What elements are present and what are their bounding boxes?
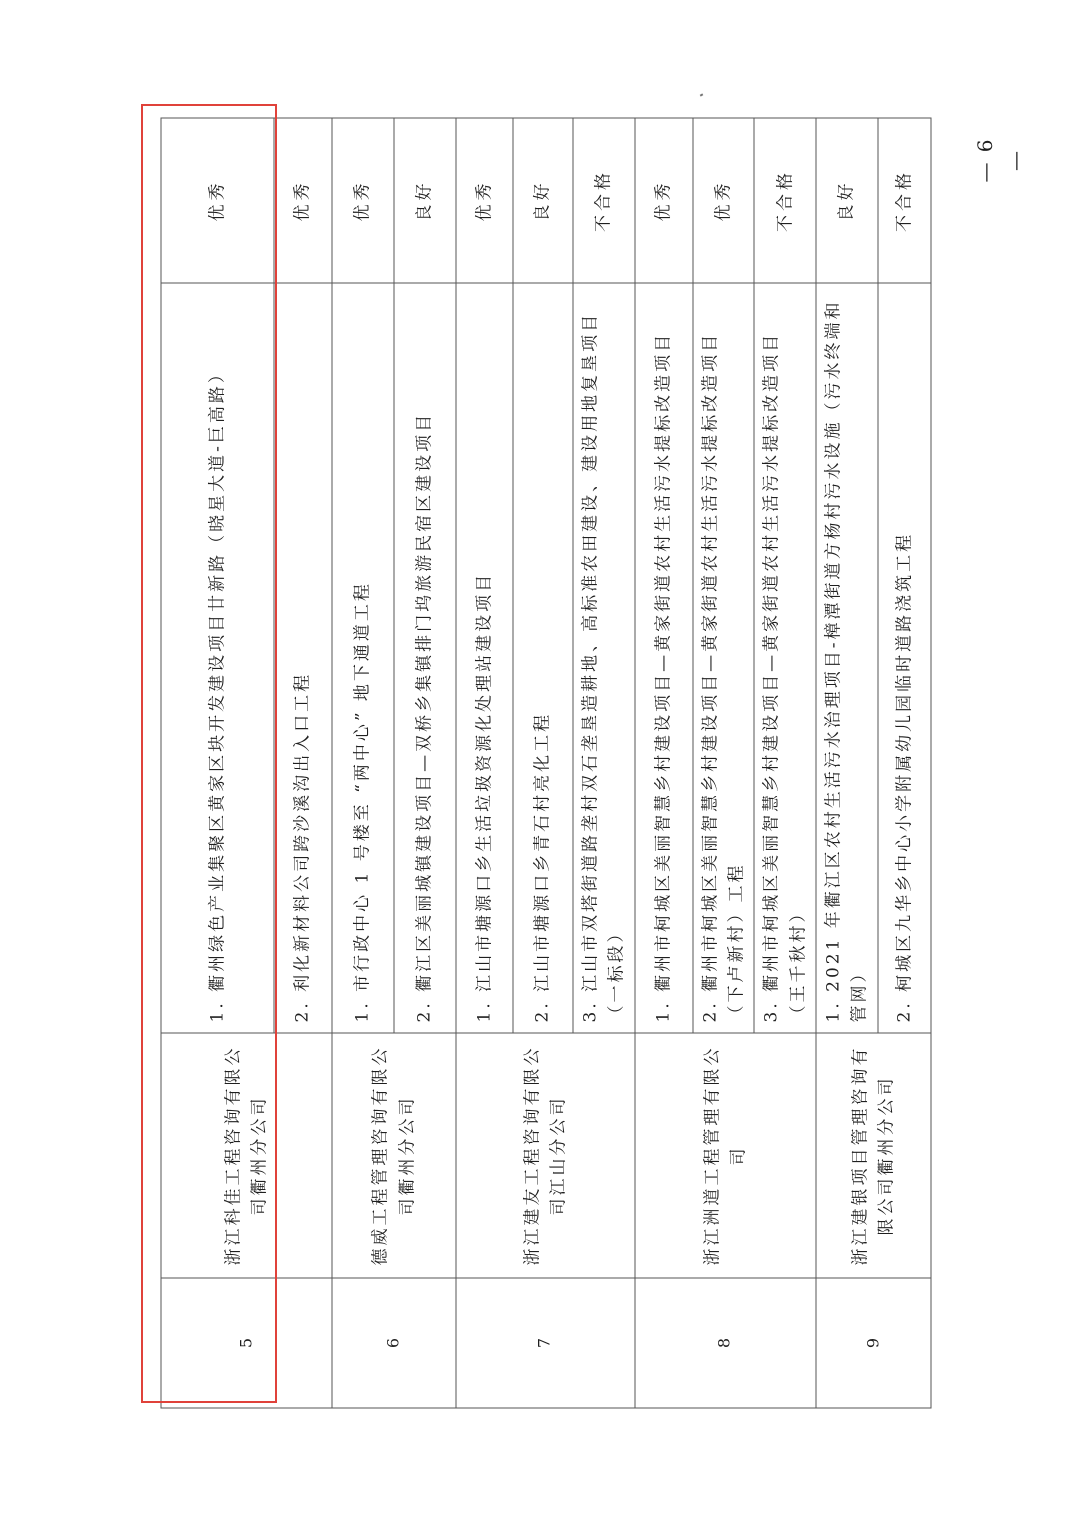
project-name: 3. 衢州市柯城区美丽智慧乡村建设项目—黄家街道农村生活污水提标改造项目（王千秋村） <box>754 283 816 1033</box>
row-number: 9 <box>816 1278 931 1408</box>
grade: 优秀 <box>332 118 394 283</box>
table-row <box>332 118 394 1408</box>
project-name: 2. 衢江区美丽城镇建设项目—双桥乡集镇排门坞旅游民宿区建设项目 <box>394 283 456 1033</box>
grade: 良好 <box>394 118 456 283</box>
unit-name: 浙江洲道工程管理有限公司 <box>635 1033 816 1278</box>
grade: 优秀 <box>274 118 332 283</box>
row-number: 7 <box>456 1278 635 1408</box>
unit-name: 德威工程管理咨询有限公司衢州分公司 <box>332 1033 456 1278</box>
project-name: 2. 利化新材料公司跨沙溪沟出入口工程 <box>274 283 332 1033</box>
grade: 不合格 <box>754 118 816 283</box>
project-name: 1. 衢州绿色产业集聚区黄家区块开发建设项目廿新路（晓星大道-巨高路） <box>161 283 274 1033</box>
table-row <box>816 118 878 1408</box>
project-name: 1. 2021 年衢江区农村生活污水治理项目-樟潭街道方杨村污水设施（污水终端和管网） <box>816 283 878 1033</box>
unit-name: 浙江建友工程咨询有限公司江山分公司 <box>456 1033 635 1278</box>
grade: 不合格 <box>878 118 931 283</box>
table-row <box>161 118 274 1408</box>
table-row <box>456 118 513 1408</box>
project-name: 1. 衢州市柯城区美丽智慧乡村建设项目—黄家街道农村生活污水提标改造项目 <box>635 283 693 1033</box>
project-name: 2. 柯城区九华乡中心小学附属幼儿园临时道路浇筑工程 <box>878 283 931 1033</box>
row-number: 8 <box>635 1278 816 1408</box>
row-number: 5 <box>161 1278 332 1408</box>
scan-speck <box>700 93 704 96</box>
grade: 优秀 <box>635 118 693 283</box>
grade: 良好 <box>513 118 573 283</box>
grade: 优秀 <box>693 118 755 283</box>
unit-name: 浙江建银项目管理咨询有限公司衢州分公司 <box>816 1033 931 1278</box>
row-number: 6 <box>332 1278 456 1408</box>
grade: 优秀 <box>456 118 513 283</box>
project-name: 3. 江山市双塔街道路垄村双石垄垦造耕地、高标准农田建设、建设用地复垦项目（一标段） <box>573 283 635 1033</box>
project-name: 2. 江山市塘源口乡青石村亮化工程 <box>513 283 573 1033</box>
project-name: 1. 江山市塘源口乡生活垃圾资源化处理站建设项目 <box>456 283 513 1033</box>
evaluation-table <box>161 117 932 1408</box>
project-name: 1. 市行政中心 1 号楼至 “两中心” 地下通道工程 <box>332 283 394 1033</box>
project-name: 2. 衢州市柯城区美丽智慧乡村建设项目—黄家街道农村生活污水提标改造项目（下卢新村）工程 <box>693 283 755 1033</box>
page-number: — 6 — <box>973 137 1027 183</box>
table-row <box>635 118 693 1408</box>
rotated-table-container <box>161 118 915 1408</box>
grade: 优秀 <box>161 118 274 283</box>
grade: 良好 <box>816 118 878 283</box>
unit-name: 浙江科佳工程咨询有限公司衢州分公司 <box>161 1033 332 1278</box>
grade: 不合格 <box>573 118 635 283</box>
